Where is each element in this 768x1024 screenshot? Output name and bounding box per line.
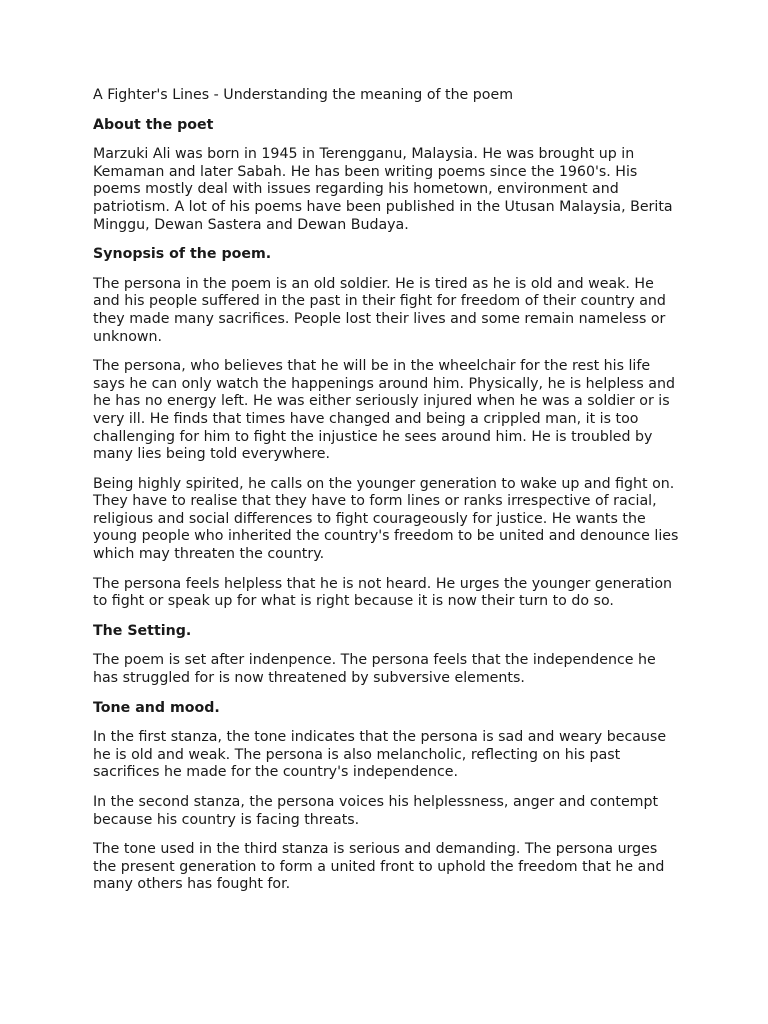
section-tone-and-mood: [93, 700, 683, 894]
paragraph: In the second stanza, the persona voices his helplessness, anger and contempt because his country is facing threats.: [93, 794, 659, 828]
paragraph: The persona feels helpless that he is not heard. He urges the younger generation to fight or speak up for what is right because it is now their turn to do so.: [93, 575, 673, 610]
section-about-the-poet: [93, 117, 683, 235]
paragraph: Marzuki Ali was born in 1945 in Terengganu, Malaysia. He was brought up in Kemaman and later Sabah. He has been writing poems since the 1960's. His poems mostly deal with issues regarding his hometown, environment and patriotism. A lot of his poems have been published in the Utusan Malaysia, Berita Minggu, Dewan Sastera and Dewan Budaya.: [93, 146, 673, 233]
paragraph: The tone used in the third stanza is serious and demanding. The persona urges the present generation to form a united front to uphold the freedom that he and many others has fought for.: [93, 841, 665, 893]
section-heading: The Setting.: [93, 622, 192, 639]
paragraph: Being highly spirited, he calls on the younger generation to wake up and fight on. They have to realise that they have to form lines or ranks irrespective of racial, religious and social differences to fight courageously for justice. He wants the young people who inherited the country's freedom to be united and denounce lies which may threaten the country.: [93, 475, 679, 563]
document-title: A Fighter's Lines - Understanding the meaning of the poem: [93, 87, 514, 103]
paragraph: The persona in the poem is an old soldier. He is tired as he is old and weak. He and his people suffered in the past in their fight for freedom of their country and they made many sacrifices. People lost their lives and some remain nameless or unknown.: [93, 275, 666, 345]
section-heading: Tone and mood.: [93, 699, 220, 716]
section-the-setting: [93, 623, 683, 688]
section-synopsis: [93, 246, 683, 611]
paragraph: In the first stanza, the tone indicates that the persona is sad and weary because he is old and weak. The persona is also melancholic, reflecting on his past sacrifices he made for the country's independence.: [93, 729, 667, 781]
document-page: [93, 87, 683, 906]
paragraph: The persona, who believes that he will be in the wheelchair for the rest his life says he can only watch the happenings around him. Physically, he is helpless and he has no energy left. He was either seriously injured when he was a soldier or is very ill. He finds that times have changed and being a crippled man, it is too challenging for him to fight the injustice he sees around him. He is troubled by many lies being told everywhere.: [93, 358, 675, 463]
paragraph: The poem is set after indenpence. The persona feels that the independence he has struggled for is now threatened by subversive elements.: [93, 652, 656, 687]
section-heading: About the poet: [93, 116, 214, 133]
section-heading: Synopsis of the poem.: [93, 246, 272, 263]
